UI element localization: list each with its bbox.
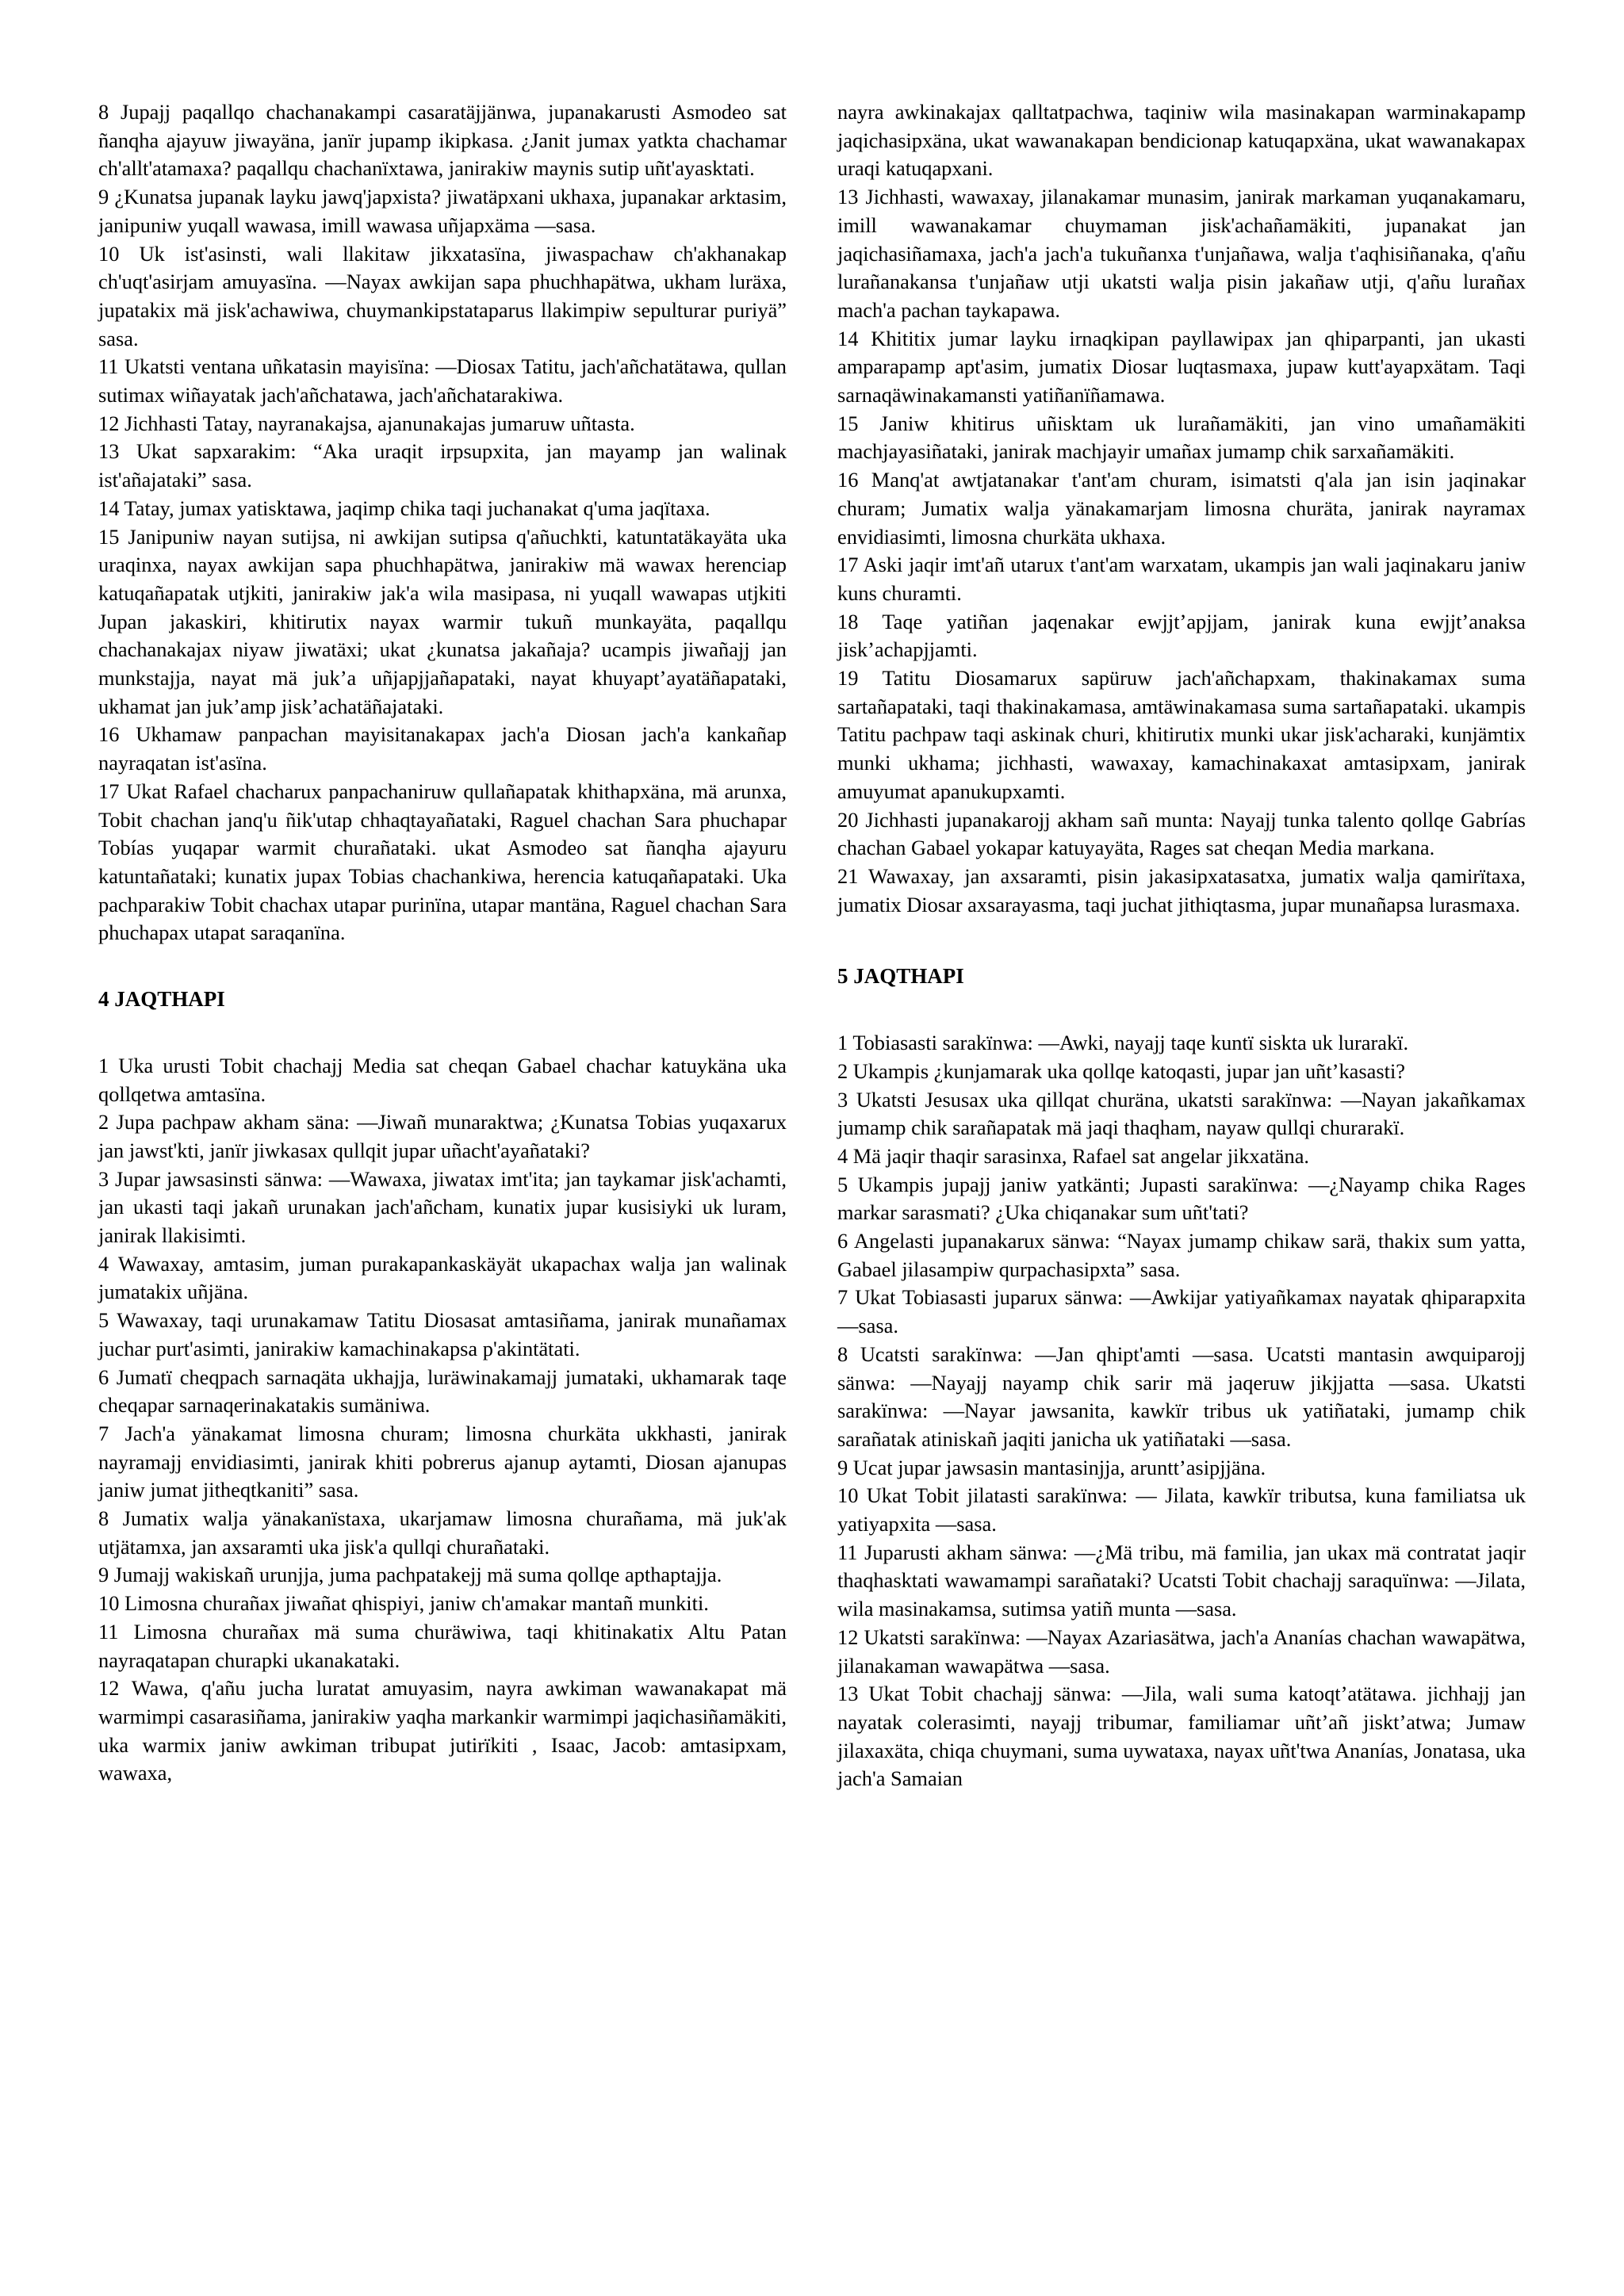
verse-paragraph: 8 Jumatix walja yänakanïstaxa, ukarjamaw limosna churañama, mä juk'ak utjätamxa, jan axsaramti uka jisk'a qullqi churañataki.	[98, 1506, 787, 1559]
verse-paragraph: 13 Ukat sapxarakim: “Aka uraqit irpsupxita, jan mayamp jan walinak ist'añajataki” sasa.	[98, 439, 787, 492]
verse-paragraph: 17 Aski jaqir imt'añ utarux t'ant'am warxatam, ukampis jan wali jaqinakaru janiw kuns churamti.	[837, 553, 1526, 605]
verse-paragraph: 16 Manq'at awtjatanakar t'ant'am churam, isimatsti q'ala jan isin jaqinakar churam; Jumatix walja yänakamarjam limosna churäta, janirak nayramax envidiasimti, limosna churkäta ukhaxa.	[837, 468, 1526, 549]
right-column	[837, 98, 1526, 2271]
verse-paragraph: 13 Ukat Tobit chachajj sänwa: —Jila, wali suma katoqt’atätawa. jichhajj jan nayatak colerasimti, nayajj tribumar, familiamar uñt’añ jiskt’atwa; Jumaw jilaxaxäta, chiqa chuymani, suma uywataxa, nayax uñt'twa Ananías, Jonatasa, uka jach'a Samaian	[837, 1682, 1526, 1791]
verse-paragraph: 2 Ukampis ¿kunjamarak uka qollqe katoqasti, jupar jan uñt’kasasti?	[837, 1058, 1406, 1083]
verse-paragraph: 6 Jumatï cheqpach sarnaqäta ukhajja, luräwinakamajj jumataki, ukhamarak taqe cheqapar sarnaqerinakatakis sumäniwa.	[98, 1364, 787, 1418]
verse-paragraph: 4 Wawaxay, amtasim, juman purakapankaskäyät ukapachax walja jan walinak jumatakix uñjäna.	[98, 1251, 787, 1304]
verse-paragraph: 5 Ukampis jupajj janiw yatkänti; Jupasti sarakïnwa: —¿Nayamp chika Rages markar sarasmati? ¿Uka chiqanakar sum uñt'tati?	[837, 1172, 1526, 1225]
verse-paragraph: 9 Jumajj wakiskañ urunjja, juma pachpatakejj mä suma qollqe apthaptajja.	[98, 1563, 722, 1587]
verse-paragraph: 17 Ukat Rafael chacharux panpachaniruw qullañapatak khithapxäna, mä arunxa, Tobit chachan janq'u ñik'utap chhaqtayañataki, Raguel chachan Sara phuchapar Tobías yuqapar warmit churañataki. ukat Asmodeo sat ñanqha ajayuru katuntañataki; kunatix jupax Tobias chachankiwa, herencia katuqañapataki. Uka pachparakiw Tobit chachax utapar purinïna, utapar mantäna, Raguel chachan Sara phuchapax utapat saraqanïna.	[98, 779, 787, 945]
verse-paragraph: 10 Ukat Tobit jilatasti sarakïnwa: — Jilata, kawkïr tributsa, kuna familiatsa uk yatiyapxita —sasa.	[837, 1483, 1526, 1536]
chapter-3-tail	[98, 98, 787, 947]
verse-paragraph: 16 Ukhamaw panpachan mayisitanakapax jach'a Diosan jach'a kankañap nayraqatan ist'asïna.	[98, 722, 787, 775]
verse-paragraph: 19 Tatitu Diosamarux sapüruw jach'añchapxam, thakinakamax suma sartañapataki, taqi thakinakamasa, amtäwinakamasa suma sartañapataki. ukampis Tatitu pachpaw taqi askinak churi, khitirutix munki ukar jisk'acharaki, kunjämtix munki ukhama; jichhasti, wawaxay, kamachinakaxat amtasipxam, janirak amuyumat apanukupxamti.	[837, 666, 1526, 803]
verse-paragraph: 7 Jach'a yänakamat limosna churam; limosna churkäta ukkhasti, janirak nayramajj envidiasimti, janirak khiti pobrerus ajanup aytamti, Diosan ajanupas janiw jumat jitheqtkaniti” sasa.	[98, 1421, 787, 1502]
verse-paragraph: nayra awkinakajax qalltatpachwa, taqiniw wila masinakapan warminakapamp jaqichasipxäna, ukat wawanakapan bendicionap katuqapxäna, ukat wawanakapax uraqi katuqapxani.	[837, 100, 1526, 181]
verse-paragraph: 15 Janipuniw nayan sutijsa, ni awkijan sutipsa q'añuchkti, katuntatäkayäta uka uraqinxa, nayax awkijan sapa phuchhapätwa, janirakiw mä wawax herenciap katuqañapatak utjkiti, janirakiw jak'a wila masipasa, ni yuqall wawapas utjkiti Jupan jakaskiri, khitirutix nayax warmir tukuñ munkayäta, paqallqu chachanakajax niyaw jiwatäxi; ukat ¿kunatsa jakañaja? ucampis jiwañajj jan munkstajja, nayat mä juk’a uñjapjjañapataki, nayat khuyapt’ayatäñapataki, ukhamat jan juk’amp jisk’achatäñajataki.	[98, 524, 787, 718]
document-page	[98, 98, 1526, 2271]
verse-paragraph: 21 Wawaxay, jan axsaramti, pisin jakasipxatasatxa, jumatix walja qamirïtaxa, jumatix Diosar axsarayasma, taqi juchat jithiqtasma, jupar munañapsa lurasmaxa.	[837, 863, 1526, 916]
verse-paragraph: 10 Uk ist'asinsti, wali llakitaw jikxatasïna, jiwaspachaw ch'akhanakap ch'uqt'asirjam amuyasïna. —Nayax awkijan sapa phuchhapätwa, ukham luräxa, jupatakix mä jisk'achawiwa, chuymankipstataparus llakimpiw sepulturar puriyä” sasa.	[98, 241, 787, 350]
left-column	[98, 98, 787, 2271]
chapter-4-continued	[837, 98, 1526, 919]
verse-paragraph: 10 Limosna churañax jiwañat qhispiyi, janiw ch'amakar mantañ munkiti.	[98, 1591, 709, 1616]
verse-paragraph: 14 Khititix jumar layku irnaqkipan payllawipax jan qhiparpanti, jan ukasti amparapamp apt'asim, jumatix Diosar luqtasmaxa, jupaw kutt'ayapxätam. Taqi sarnaqäwinakamansti yatiñanïñamawa.	[837, 326, 1526, 408]
verse-paragraph: 5 Wawaxay, taqi urunakamaw Tatitu Diosasat amtasiñama, janirak munañamax juchar purt'asimti, janirakiw kamachinakapsa p'akintätati.	[98, 1308, 787, 1360]
verse-paragraph: 6 Angelasti jupanakarux sänwa: “Nayax jumamp chikaw sarä, thakix sum yatta, Gabael jilasampiw qurpachasipxta” sasa.	[837, 1229, 1526, 1281]
verse-paragraph: 11 Limosna churañax mä suma churäwiwa, taqi khitinakatix Altu Patan nayraqatapan churapki ukanakataki.	[98, 1619, 787, 1672]
chapter-5-verses	[837, 1029, 1526, 1793]
chapter-4-heading: 4 JAQTHAPI	[98, 987, 225, 1012]
verse-paragraph: 12 Ukatsti sarakïnwa: —Nayax Azariasätwa, jach'a Ananías chachan wawapätwa, jilanakaman wawapätwa —sasa.	[837, 1624, 1526, 1678]
verse-paragraph: 1 Tobiasasti sarakïnwa: —Awki, nayajj taqe kuntï siskta uk lurarakï.	[837, 1031, 1409, 1055]
verse-paragraph: 8 Jupajj paqallqo chachanakampi casaratäjjänwa, jupanakarusti Asmodeo sat ñanqha ajayuw jiwayäna, janïr jupamp ikipkasa. ¿Janit jumax yatkta chachamar ch'allt'atamaxa? paqallqu chachanïxtawa, janirakiw maynis sutip uñt'ayasktati.	[98, 100, 787, 181]
verse-paragraph: 20 Jichhasti jupanakarojj akham sañ munta: Nayajj tunka talento qollqe Gabrías chachan Gabael yokapar katuyayäta, Rages sat cheqan Media markana.	[837, 807, 1526, 860]
verse-paragraph: 11 Juparusti akham sänwa: —¿Mä tribu, mä familia, jan ukax mä contratat jaqir thaqhasktati wawamampi sarañataki? Ucatsti Tobit chachajj saraquïnwa: —Jilata, wila masinakamsa, sutimsa yatiñ munta —sasa.	[837, 1540, 1526, 1621]
verse-paragraph: 7 Ukat Tobiasasti juparux sänwa: —Awkijar yatiyañkamax nayatak qhiparapxita —sasa.	[837, 1285, 1526, 1338]
verse-paragraph: 13 Jichhasti, wawaxay, jilanakamar munasim, janirak markaman yuqanakamaru, imill wawanakamar chuymaman jisk'achañamäkiti, jupanakat jan jaqichasiñamaxa, jach'a jach'a tukuñanxa t'unjañawa, walja t'aqhisiñanaka, q'añu lurañanakansa t'unjañaw utji ukatsti walja pisin jakañaw utji, q'añu lurañax mach'a pachan taykapawa.	[837, 185, 1526, 322]
verse-paragraph: 15 Janiw khitirus uñisktam uk lurañamäkiti, jan vino umañamäkiti machjayasiñataki, janirak machjayir umañax jumamp chik sarxañamäkiti.	[837, 411, 1526, 464]
verse-paragraph: 8 Ucatsti sarakïnwa: —Jan qhipt'amti —sasa. Ucatsti mantasin awquiparojj sänwa: —Nayajj nayamp chik sarir mä jaqeruw jikjjatta —sasa. Ukatsti sarakïnwa: —Nayar jawsanita, kawkïr tribus uk yatiñataki, jumamp chik sarañatak atiniskañ jaqiti janicha uk yatiñataki —sasa.	[837, 1341, 1526, 1451]
verse-paragraph: 9 Ucat jupar jawsasin mantasinjja, aruntt’asipjjäna.	[837, 1455, 1266, 1479]
verse-paragraph: 18 Taqe yatiñan jaqenakar ewjjt’apjjam, janirak kuna ewjjt’anaksa jisk’achapjjamti.	[837, 609, 1526, 662]
verse-paragraph: 3 Jupar jawsasinsti sänwa: —Wawaxa, jiwatax imt'ita; jan taykamar jisk'achamti, jan ukasti taqi jakañ urunakan jach'añcham, kunatix jupar kusisiyki uk luram, janirak llakisimti.	[98, 1166, 787, 1248]
verse-paragraph: 1 Uka urusti Tobit chachajj Media sat cheqan Gabael chachar katuykäna uka qollqetwa amtasïna.	[98, 1053, 787, 1106]
verse-paragraph: 9 ¿Kunatsa jupanak layku jawq'japxista? jiwatäpxani ukhaxa, jupanakar arktasim, janipuniw yuqall wawasa, imill wawasa uñjapxäma —sasa.	[98, 185, 787, 237]
verse-paragraph: 12 Wawa, q'añu jucha luratat amuyasim, nayra awkiman wawanakapat mä warmimpi casarasiñama, janirakiw yaqha markankir warmimpi jaqichasiñamäkiti, uka warmix janiw awkiman tribupat jutirïkiti , Isaac, Jacob: amtasipxam, wawaxa,	[98, 1676, 787, 1785]
verse-paragraph: 4 Mä jaqir thaqir sarasinxa, Rafael sat angelar jikxatäna.	[837, 1143, 1310, 1168]
verse-paragraph: 12 Jichhasti Tatay, nayranakajsa, ajanunakajas jumaruw uñtasta.	[98, 411, 635, 435]
verse-paragraph: 11 Ukatsti ventana uñkatasin mayisïna: —Diosax Tatitu, jach'añchatätawa, qullan sutimax wiñayatak jach'añchatawa, jach'añchatarakiwa.	[98, 354, 787, 408]
verse-paragraph: 14 Tatay, jumax yatisktawa, jaqimp chika taqi juchanakat q'uma jaqïtaxa.	[98, 496, 710, 520]
chapter-5-heading: 5 JAQTHAPI	[837, 964, 964, 989]
verse-paragraph: 3 Ukatsti Jesusax uka qillqat churäna, ukatsti sarakïnwa: —Nayan jakañkamax jumamp chik sarañapatak mä jaqi thaqham, nayaw qullqi churarakï.	[837, 1087, 1526, 1140]
chapter-4-verses	[98, 1052, 787, 1788]
verse-paragraph: 2 Jupa pachpaw akham säna: —Jiwañ munaraktwa; ¿Kunatsa Tobias yuqaxarux jan jawst'kti, janïr jiwkasax qullqit jupar uñacht'ayañataki?	[98, 1110, 787, 1162]
